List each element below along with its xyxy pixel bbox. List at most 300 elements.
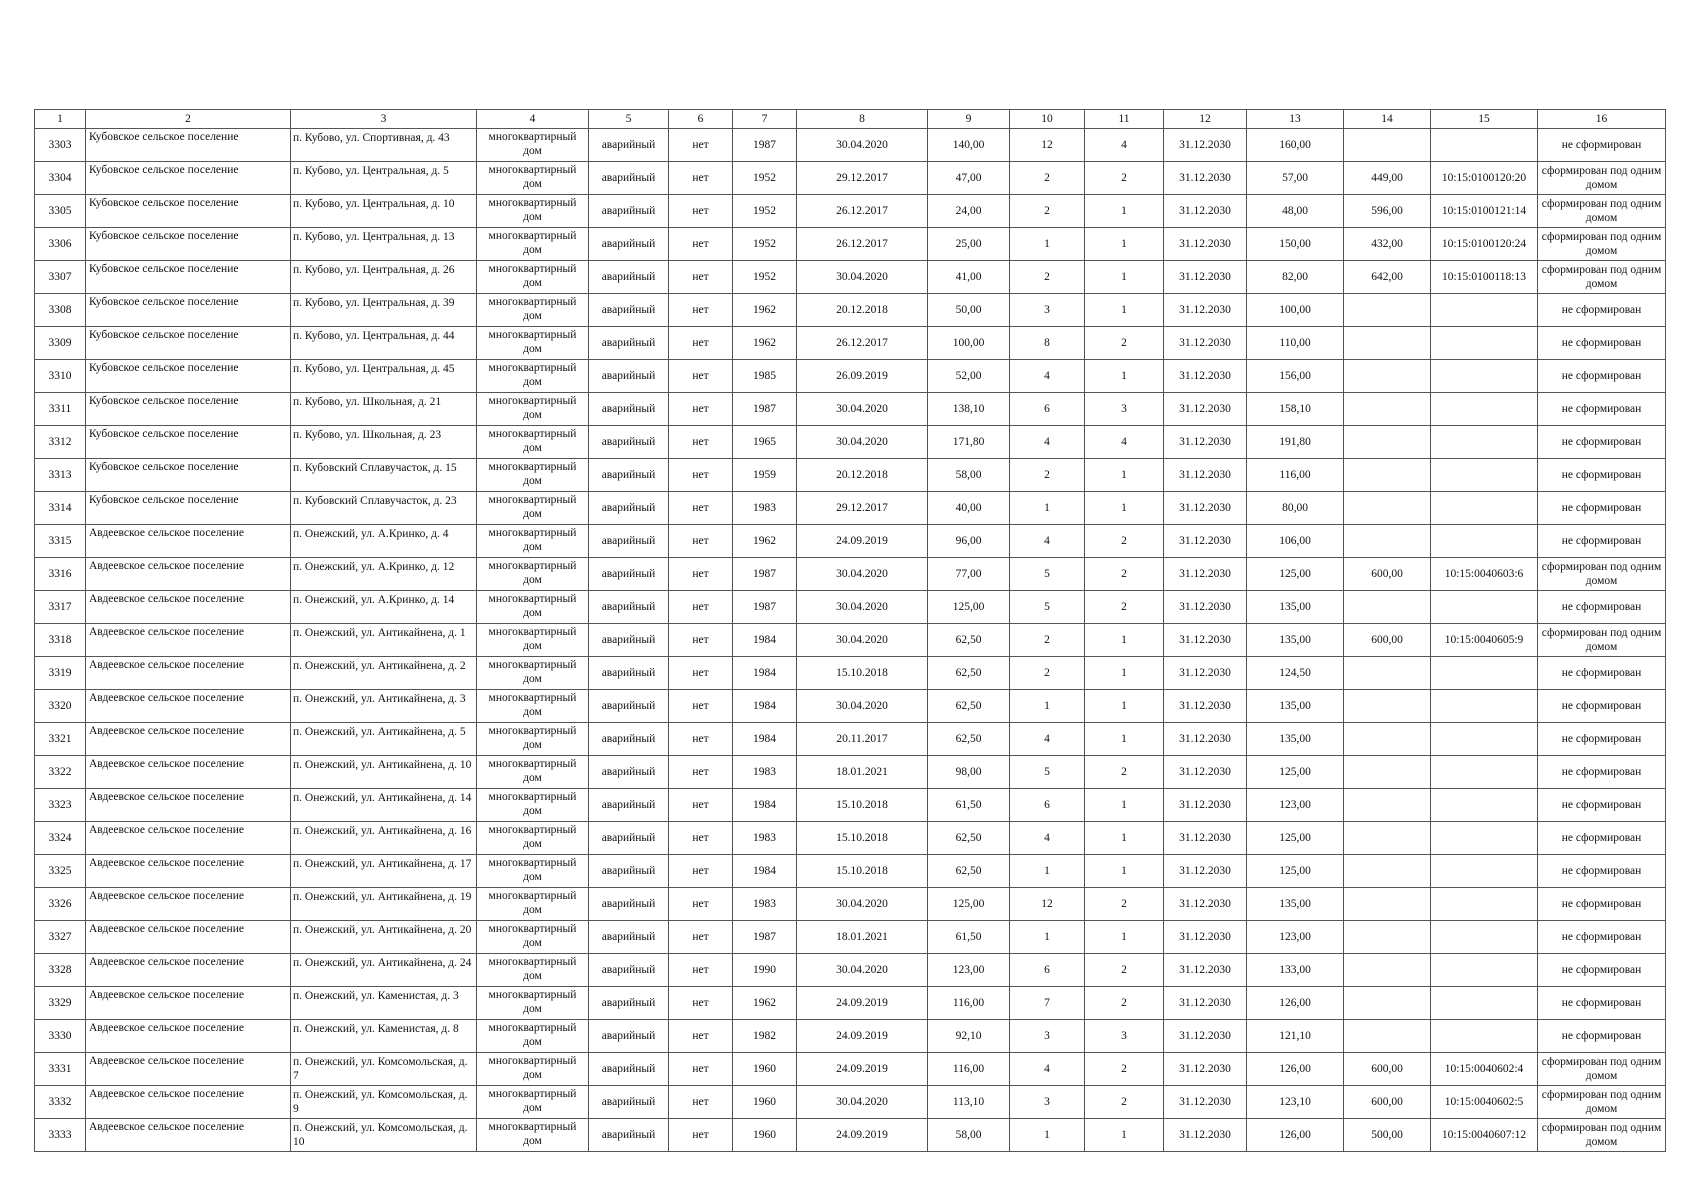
table-cell-col-14: 432,00 [1344,228,1431,261]
table-cell-col-5: аварийный [589,723,669,756]
table-cell-col-9: 61,50 [928,921,1010,954]
column-header-6: 6 [669,110,733,129]
table-cell-col-4: многоквартирный дом [477,228,589,261]
table-cell-col-15 [1431,129,1538,162]
table-cell-col-3: п. Кубово, ул. Центральная, д. 10 [291,195,477,228]
table-cell-col-11: 1 [1085,195,1164,228]
table-cell-col-10: 6 [1010,954,1085,987]
table-cell-col-9: 125,00 [928,591,1010,624]
table-cell-col-1: 3304 [35,162,86,195]
table-cell-col-15: 10:15:0040602:5 [1431,1086,1538,1119]
table-cell-col-11: 3 [1085,1020,1164,1053]
table-cell-col-8: 30.04.2020 [797,558,928,591]
table-cell-col-15 [1431,822,1538,855]
table-cell-col-4: многоквартирный дом [477,1119,589,1152]
table-cell-col-2: Авдеевское сельское поселение [86,525,291,558]
table-cell-col-16: сформирован под одним домом [1538,558,1666,591]
table-cell-col-10: 12 [1010,129,1085,162]
table-cell-col-5: аварийный [589,294,669,327]
column-header-5: 5 [589,110,669,129]
table-cell-col-8: 30.04.2020 [797,261,928,294]
table-cell-col-10: 4 [1010,525,1085,558]
table-cell-col-12: 31.12.2030 [1164,624,1247,657]
table-cell-col-10: 1 [1010,492,1085,525]
table-cell-col-12: 31.12.2030 [1164,1053,1247,1086]
table-cell-col-7: 1962 [733,327,797,360]
table-cell-col-2: Кубовское сельское поселение [86,294,291,327]
table-cell-col-11: 1 [1085,459,1164,492]
table-cell-col-10: 4 [1010,1053,1085,1086]
table-cell-col-7: 1984 [733,723,797,756]
table-cell-col-6: нет [669,1119,733,1152]
column-header-8: 8 [797,110,928,129]
table-cell-col-9: 92,10 [928,1020,1010,1053]
table-cell-col-11: 1 [1085,624,1164,657]
table-cell-col-1: 3331 [35,1053,86,1086]
table-cell-col-2: Кубовское сельское поселение [86,162,291,195]
table-cell-col-3: п. Кубово, ул. Школьная, д. 21 [291,393,477,426]
table-cell-col-2: Кубовское сельское поселение [86,261,291,294]
table-cell-col-9: 61,50 [928,789,1010,822]
table-cell-col-8: 18.01.2021 [797,921,928,954]
table-cell-col-2: Кубовское сельское поселение [86,228,291,261]
table-cell-col-14 [1344,888,1431,921]
table-cell-col-9: 100,00 [928,327,1010,360]
table-cell-col-13: 123,00 [1247,921,1344,954]
table-cell-col-3: п. Онежский, ул. А.Кринко, д. 12 [291,558,477,591]
table-cell-col-6: нет [669,1086,733,1119]
table-cell-col-2: Кубовское сельское поселение [86,393,291,426]
table-cell-col-5: аварийный [589,261,669,294]
table-cell-col-1: 3320 [35,690,86,723]
table-cell-col-14 [1344,459,1431,492]
table-cell-col-16: не сформирован [1538,525,1666,558]
table-cell-col-7: 1960 [733,1086,797,1119]
table-cell-col-6: нет [669,261,733,294]
table-cell-col-2: Авдеевское сельское поселение [86,1119,291,1152]
table-cell-col-7: 1952 [733,162,797,195]
table-cell-col-15: 10:15:0100118:13 [1431,261,1538,294]
table-cell-col-3: п. Кубово, ул. Центральная, д. 26 [291,261,477,294]
table-cell-col-2: Кубовское сельское поселение [86,195,291,228]
table-cell-col-11: 1 [1085,360,1164,393]
table-cell-col-2: Авдеевское сельское поселение [86,723,291,756]
table-cell-col-3: п. Кубово, ул. Центральная, д. 5 [291,162,477,195]
table-cell-col-7: 1960 [733,1119,797,1152]
table-row [35,525,1666,558]
table-cell-col-6: нет [669,789,733,822]
table-row [35,723,1666,756]
table-cell-col-2: Авдеевское сельское поселение [86,855,291,888]
table-cell-col-6: нет [669,657,733,690]
table-cell-col-7: 1959 [733,459,797,492]
table-cell-col-10: 2 [1010,657,1085,690]
table-cell-col-12: 31.12.2030 [1164,1020,1247,1053]
table-cell-col-5: аварийный [589,855,669,888]
table-cell-col-5: аварийный [589,1053,669,1086]
table-cell-col-16: не сформирован [1538,591,1666,624]
table-cell-col-14 [1344,492,1431,525]
table-cell-col-1: 3303 [35,129,86,162]
table-cell-col-7: 1987 [733,393,797,426]
table-cell-col-14: 600,00 [1344,1053,1431,1086]
table-cell-col-16: не сформирован [1538,393,1666,426]
table-cell-col-6: нет [669,1020,733,1053]
table-cell-col-16: не сформирован [1538,921,1666,954]
table-cell-col-15: 10:15:0040603:6 [1431,558,1538,591]
table-row [35,1053,1666,1086]
table-cell-col-5: аварийный [589,393,669,426]
table-cell-col-11: 2 [1085,525,1164,558]
table-cell-col-8: 30.04.2020 [797,888,928,921]
table-cell-col-13: 116,00 [1247,459,1344,492]
table-cell-col-14 [1344,294,1431,327]
table-cell-col-7: 1987 [733,558,797,591]
table-cell-col-9: 58,00 [928,459,1010,492]
table-cell-col-13: 125,00 [1247,822,1344,855]
table-row [35,1086,1666,1119]
table-cell-col-8: 20.11.2017 [797,723,928,756]
column-header-15: 15 [1431,110,1538,129]
table-cell-col-1: 3306 [35,228,86,261]
table-cell-col-10: 3 [1010,1086,1085,1119]
table-cell-col-1: 3309 [35,327,86,360]
table-cell-col-13: 125,00 [1247,558,1344,591]
table-row [35,1119,1666,1152]
table-cell-col-8: 30.04.2020 [797,954,928,987]
table-row [35,459,1666,492]
table-cell-col-13: 126,00 [1247,1119,1344,1152]
table-cell-col-16: не сформирован [1538,657,1666,690]
table-cell-col-2: Авдеевское сельское поселение [86,756,291,789]
table-cell-col-16: не сформирован [1538,327,1666,360]
table-cell-col-14: 600,00 [1344,558,1431,591]
table-cell-col-11: 2 [1085,162,1164,195]
table-cell-col-7: 1965 [733,426,797,459]
table-cell-col-12: 31.12.2030 [1164,987,1247,1020]
table-cell-col-16: не сформирован [1538,954,1666,987]
table-cell-col-15: 10:15:0040602:4 [1431,1053,1538,1086]
table-cell-col-3: п. Онежский, ул. Антикайнена, д. 1 [291,624,477,657]
table-cell-col-5: аварийный [589,954,669,987]
table-cell-col-11: 2 [1085,954,1164,987]
table-cell-col-16: не сформирован [1538,492,1666,525]
table-cell-col-8: 30.04.2020 [797,426,928,459]
table-cell-col-13: 110,00 [1247,327,1344,360]
table-cell-col-12: 31.12.2030 [1164,954,1247,987]
table-cell-col-12: 31.12.2030 [1164,756,1247,789]
table-cell-col-14 [1344,591,1431,624]
table-cell-col-15 [1431,756,1538,789]
table-cell-col-5: аварийный [589,162,669,195]
table-cell-col-2: Авдеевское сельское поселение [86,987,291,1020]
table-cell-col-16: сформирован под одним домом [1538,162,1666,195]
table-row [35,690,1666,723]
column-header-16: 16 [1538,110,1666,129]
table-cell-col-15 [1431,525,1538,558]
table-cell-col-12: 31.12.2030 [1164,855,1247,888]
table-cell-col-8: 24.09.2019 [797,1119,928,1152]
table-row [35,426,1666,459]
table-cell-col-2: Кубовское сельское поселение [86,327,291,360]
table-cell-col-15 [1431,888,1538,921]
table-cell-col-10: 4 [1010,426,1085,459]
table-cell-col-6: нет [669,921,733,954]
table-cell-col-12: 31.12.2030 [1164,228,1247,261]
table-cell-col-5: аварийный [589,1086,669,1119]
table-cell-col-13: 123,10 [1247,1086,1344,1119]
table-cell-col-12: 31.12.2030 [1164,1086,1247,1119]
column-header-4: 4 [477,110,589,129]
table-cell-col-3: п. Онежский, ул. Антикайнена, д. 19 [291,888,477,921]
table-cell-col-15 [1431,294,1538,327]
table-cell-col-9: 125,00 [928,888,1010,921]
table-cell-col-4: многоквартирный дом [477,162,589,195]
table-cell-col-6: нет [669,624,733,657]
table-cell-col-5: аварийный [589,327,669,360]
table-cell-col-6: нет [669,492,733,525]
table-cell-col-16: не сформирован [1538,360,1666,393]
table-cell-col-10: 4 [1010,822,1085,855]
table-cell-col-8: 24.09.2019 [797,1053,928,1086]
table-row [35,789,1666,822]
column-header-12: 12 [1164,110,1247,129]
table-cell-col-13: 133,00 [1247,954,1344,987]
table-cell-col-9: 62,50 [928,723,1010,756]
table-cell-col-4: многоквартирный дом [477,261,589,294]
table-cell-col-3: п. Кубово, ул. Центральная, д. 13 [291,228,477,261]
table-cell-col-2: Кубовское сельское поселение [86,492,291,525]
table-cell-col-6: нет [669,228,733,261]
table-cell-col-9: 140,00 [928,129,1010,162]
table-cell-col-16: не сформирован [1538,1020,1666,1053]
table-row [35,228,1666,261]
table-cell-col-8: 15.10.2018 [797,789,928,822]
table-cell-col-3: п. Кубово, ул. Школьная, д. 23 [291,426,477,459]
table-cell-col-7: 1985 [733,360,797,393]
table-cell-col-1: 3329 [35,987,86,1020]
table-cell-col-11: 2 [1085,591,1164,624]
table-cell-col-11: 2 [1085,1053,1164,1086]
table-cell-col-8: 24.09.2019 [797,1020,928,1053]
table-cell-col-7: 1983 [733,822,797,855]
table-cell-col-16: сформирован под одним домом [1538,261,1666,294]
table-cell-col-13: 135,00 [1247,591,1344,624]
table-cell-col-8: 24.09.2019 [797,525,928,558]
table-cell-col-3: п. Онежский, ул. Антикайнена, д. 24 [291,954,477,987]
table-cell-col-4: многоквартирный дом [477,459,589,492]
table-cell-col-10: 1 [1010,228,1085,261]
table-cell-col-8: 20.12.2018 [797,294,928,327]
table-cell-col-9: 40,00 [928,492,1010,525]
table-cell-col-12: 31.12.2030 [1164,360,1247,393]
table-cell-col-6: нет [669,360,733,393]
table-cell-col-14 [1344,921,1431,954]
table-cell-col-4: многоквартирный дом [477,888,589,921]
table-cell-col-10: 3 [1010,294,1085,327]
table-cell-col-1: 3325 [35,855,86,888]
table-row [35,327,1666,360]
table-row [35,591,1666,624]
table-row [35,492,1666,525]
table-cell-col-15 [1431,921,1538,954]
table-cell-col-1: 3315 [35,525,86,558]
table-cell-col-3: п. Кубовский Сплавучасток, д. 23 [291,492,477,525]
table-cell-col-3: п. Онежский, ул. Антикайнена, д. 2 [291,657,477,690]
table-cell-col-15 [1431,393,1538,426]
table-cell-col-7: 1960 [733,1053,797,1086]
table-cell-col-7: 1962 [733,525,797,558]
table-cell-col-14: 642,00 [1344,261,1431,294]
table-cell-col-11: 1 [1085,690,1164,723]
table-row [35,129,1666,162]
table-cell-col-10: 4 [1010,360,1085,393]
table-cell-col-8: 26.12.2017 [797,195,928,228]
table-cell-col-13: 135,00 [1247,690,1344,723]
table-cell-col-10: 4 [1010,723,1085,756]
table-cell-col-12: 31.12.2030 [1164,393,1247,426]
table-cell-col-11: 1 [1085,492,1164,525]
table-cell-col-16: не сформирован [1538,822,1666,855]
table-row [35,261,1666,294]
table-cell-col-8: 15.10.2018 [797,822,928,855]
table-cell-col-10: 5 [1010,558,1085,591]
table-cell-col-13: 135,00 [1247,723,1344,756]
table-cell-col-14: 500,00 [1344,1119,1431,1152]
table-cell-col-8: 15.10.2018 [797,657,928,690]
table-cell-col-6: нет [669,723,733,756]
table-cell-col-12: 31.12.2030 [1164,558,1247,591]
table-row [35,987,1666,1020]
table-cell-col-11: 1 [1085,822,1164,855]
table-cell-col-14 [1344,1020,1431,1053]
table-cell-col-4: многоквартирный дом [477,690,589,723]
table-cell-col-14 [1344,789,1431,822]
table-cell-col-15 [1431,1020,1538,1053]
table-cell-col-10: 3 [1010,1020,1085,1053]
table-cell-col-12: 31.12.2030 [1164,888,1247,921]
table-cell-col-2: Кубовское сельское поселение [86,360,291,393]
table-cell-col-1: 3321 [35,723,86,756]
column-header-11: 11 [1085,110,1164,129]
table-cell-col-4: многоквартирный дом [477,558,589,591]
table-cell-col-4: многоквартирный дом [477,987,589,1020]
table-cell-col-15 [1431,426,1538,459]
table-cell-col-14 [1344,855,1431,888]
table-cell-col-4: многоквартирный дом [477,426,589,459]
table-cell-col-9: 25,00 [928,228,1010,261]
table-cell-col-4: многоквартирный дом [477,525,589,558]
table-row [35,657,1666,690]
table-cell-col-3: п. Онежский, ул. Антикайнена, д. 16 [291,822,477,855]
table-cell-col-3: п. Кубово, ул. Центральная, д. 45 [291,360,477,393]
table-cell-col-4: многоквартирный дом [477,624,589,657]
table-cell-col-5: аварийный [589,459,669,492]
table-cell-col-10: 5 [1010,756,1085,789]
table-cell-col-12: 31.12.2030 [1164,195,1247,228]
table-cell-col-13: 135,00 [1247,888,1344,921]
table-cell-col-16: не сформирован [1538,723,1666,756]
table-cell-col-9: 77,00 [928,558,1010,591]
table-cell-col-10: 2 [1010,195,1085,228]
table-cell-col-11: 1 [1085,921,1164,954]
table-cell-col-7: 1952 [733,261,797,294]
table-cell-col-1: 3323 [35,789,86,822]
table-cell-col-14: 600,00 [1344,624,1431,657]
table-cell-col-5: аварийный [589,987,669,1020]
table-cell-col-15 [1431,591,1538,624]
table-cell-col-15 [1431,657,1538,690]
table-cell-col-2: Авдеевское сельское поселение [86,921,291,954]
table-cell-col-10: 1 [1010,1119,1085,1152]
table-cell-col-1: 3313 [35,459,86,492]
table-row [35,558,1666,591]
table-cell-col-16: не сформирован [1538,855,1666,888]
table-cell-col-6: нет [669,756,733,789]
table-cell-col-6: нет [669,525,733,558]
table-cell-col-8: 30.04.2020 [797,129,928,162]
table-row [35,393,1666,426]
table-cell-col-6: нет [669,426,733,459]
table-cell-col-15 [1431,987,1538,1020]
column-header-7: 7 [733,110,797,129]
table-cell-col-1: 3327 [35,921,86,954]
table-cell-col-5: аварийный [589,558,669,591]
table-cell-col-16: не сформирован [1538,888,1666,921]
table-cell-col-2: Авдеевское сельское поселение [86,591,291,624]
table-cell-col-4: многоквартирный дом [477,822,589,855]
table-cell-col-6: нет [669,954,733,987]
table-cell-col-13: 100,00 [1247,294,1344,327]
table-cell-col-1: 3305 [35,195,86,228]
table-cell-col-1: 3319 [35,657,86,690]
table-cell-col-16: не сформирован [1538,690,1666,723]
table-cell-col-13: 135,00 [1247,624,1344,657]
table-cell-col-16: не сформирован [1538,756,1666,789]
table-cell-col-12: 31.12.2030 [1164,327,1247,360]
table-cell-col-2: Кубовское сельское поселение [86,426,291,459]
table-cell-col-6: нет [669,459,733,492]
table-cell-col-16: сформирован под одним домом [1538,1119,1666,1152]
table-cell-col-11: 1 [1085,723,1164,756]
table-cell-col-7: 1990 [733,954,797,987]
table-cell-col-5: аварийный [589,195,669,228]
table-cell-col-6: нет [669,855,733,888]
table-cell-col-16: сформирован под одним домом [1538,1086,1666,1119]
table-cell-col-7: 1984 [733,624,797,657]
table-cell-col-6: нет [669,327,733,360]
table-cell-col-5: аварийный [589,360,669,393]
table-cell-col-9: 62,50 [928,822,1010,855]
table-row [35,294,1666,327]
table-cell-col-16: не сформирован [1538,426,1666,459]
table-cell-col-7: 1984 [733,789,797,822]
table-cell-col-14 [1344,690,1431,723]
table-cell-col-1: 3316 [35,558,86,591]
table-cell-col-13: 191,80 [1247,426,1344,459]
table-cell-col-16: сформирован под одним домом [1538,624,1666,657]
table-cell-col-6: нет [669,591,733,624]
table-body [35,129,1666,1152]
table-cell-col-7: 1952 [733,195,797,228]
column-header-10: 10 [1010,110,1085,129]
table-cell-col-13: 48,00 [1247,195,1344,228]
table-cell-col-2: Авдеевское сельское поселение [86,1053,291,1086]
table-cell-col-7: 1987 [733,129,797,162]
table-cell-col-4: многоквартирный дом [477,789,589,822]
table-cell-col-6: нет [669,1053,733,1086]
table-cell-col-12: 31.12.2030 [1164,492,1247,525]
